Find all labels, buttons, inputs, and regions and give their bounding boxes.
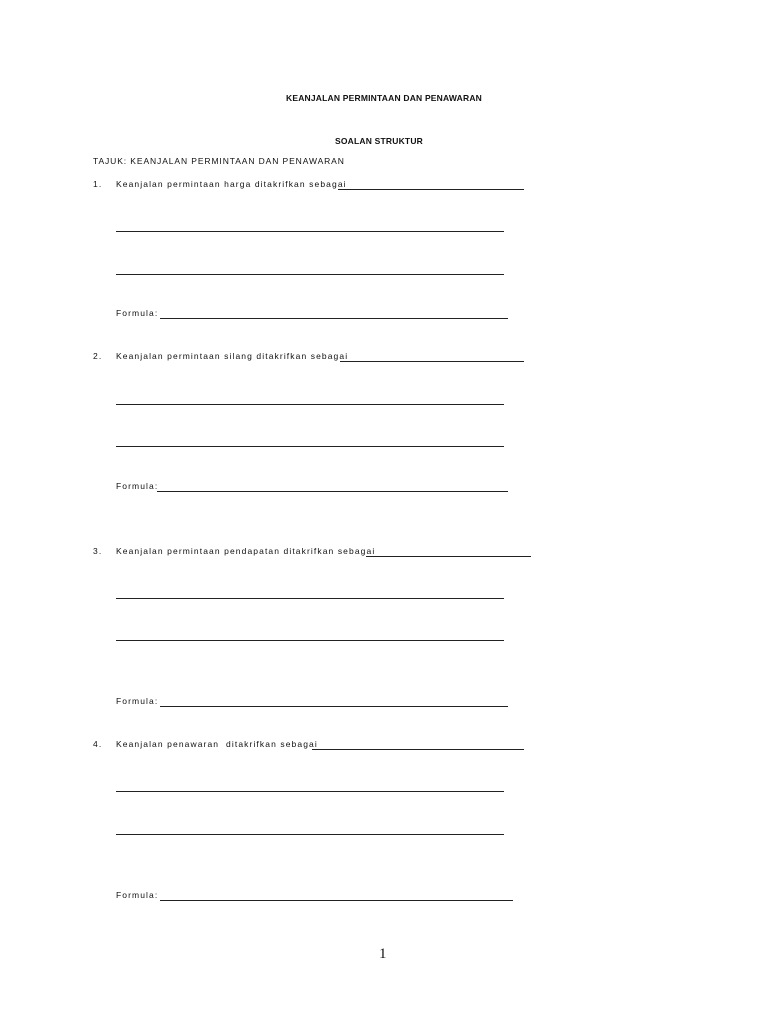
answer-line [116, 640, 504, 641]
formula-line [160, 900, 513, 901]
question-number: 4. [93, 739, 103, 749]
formula-label: Formula: [116, 481, 159, 491]
answer-line [116, 274, 504, 275]
answer-line [340, 361, 524, 362]
topic-heading: TAJUK: KEANJALAN PERMINTAAN DAN PENAWARAN [93, 156, 345, 166]
formula-label: Formula: [116, 890, 159, 900]
question-number: 3. [93, 546, 103, 556]
answer-line [366, 556, 531, 557]
formula-label: Formula: [116, 308, 159, 318]
answer-line [116, 404, 504, 405]
section-title: SOALAN STRUKTUR [335, 136, 423, 146]
document-title: KEANJALAN PERMINTAAN DAN PENAWARAN [285, 93, 482, 103]
question-text: Keanjalan penawaran ditakrifkan sebagai [116, 739, 318, 749]
answer-line [338, 189, 524, 190]
formula-line [160, 706, 508, 707]
answer-line [116, 834, 504, 835]
question-number: 2. [93, 351, 103, 361]
answer-line [116, 446, 504, 447]
formula-line [160, 318, 508, 319]
formula-label: Formula: [116, 696, 159, 706]
formula-line [157, 491, 508, 492]
answer-line [312, 749, 524, 750]
page-number: 1 [379, 946, 387, 962]
question-text: Keanjalan permintaan harga ditakrifkan sebagai [116, 179, 347, 189]
question-number: 1. [93, 179, 103, 189]
question-text: Keanjalan permintaan pendapatan ditakrifkan sebagai [116, 546, 376, 556]
answer-line [116, 231, 504, 232]
question-text: Keanjalan permintaan silang ditakrifkan sebagai [116, 351, 349, 361]
answer-line [116, 598, 504, 599]
answer-line [116, 791, 504, 792]
